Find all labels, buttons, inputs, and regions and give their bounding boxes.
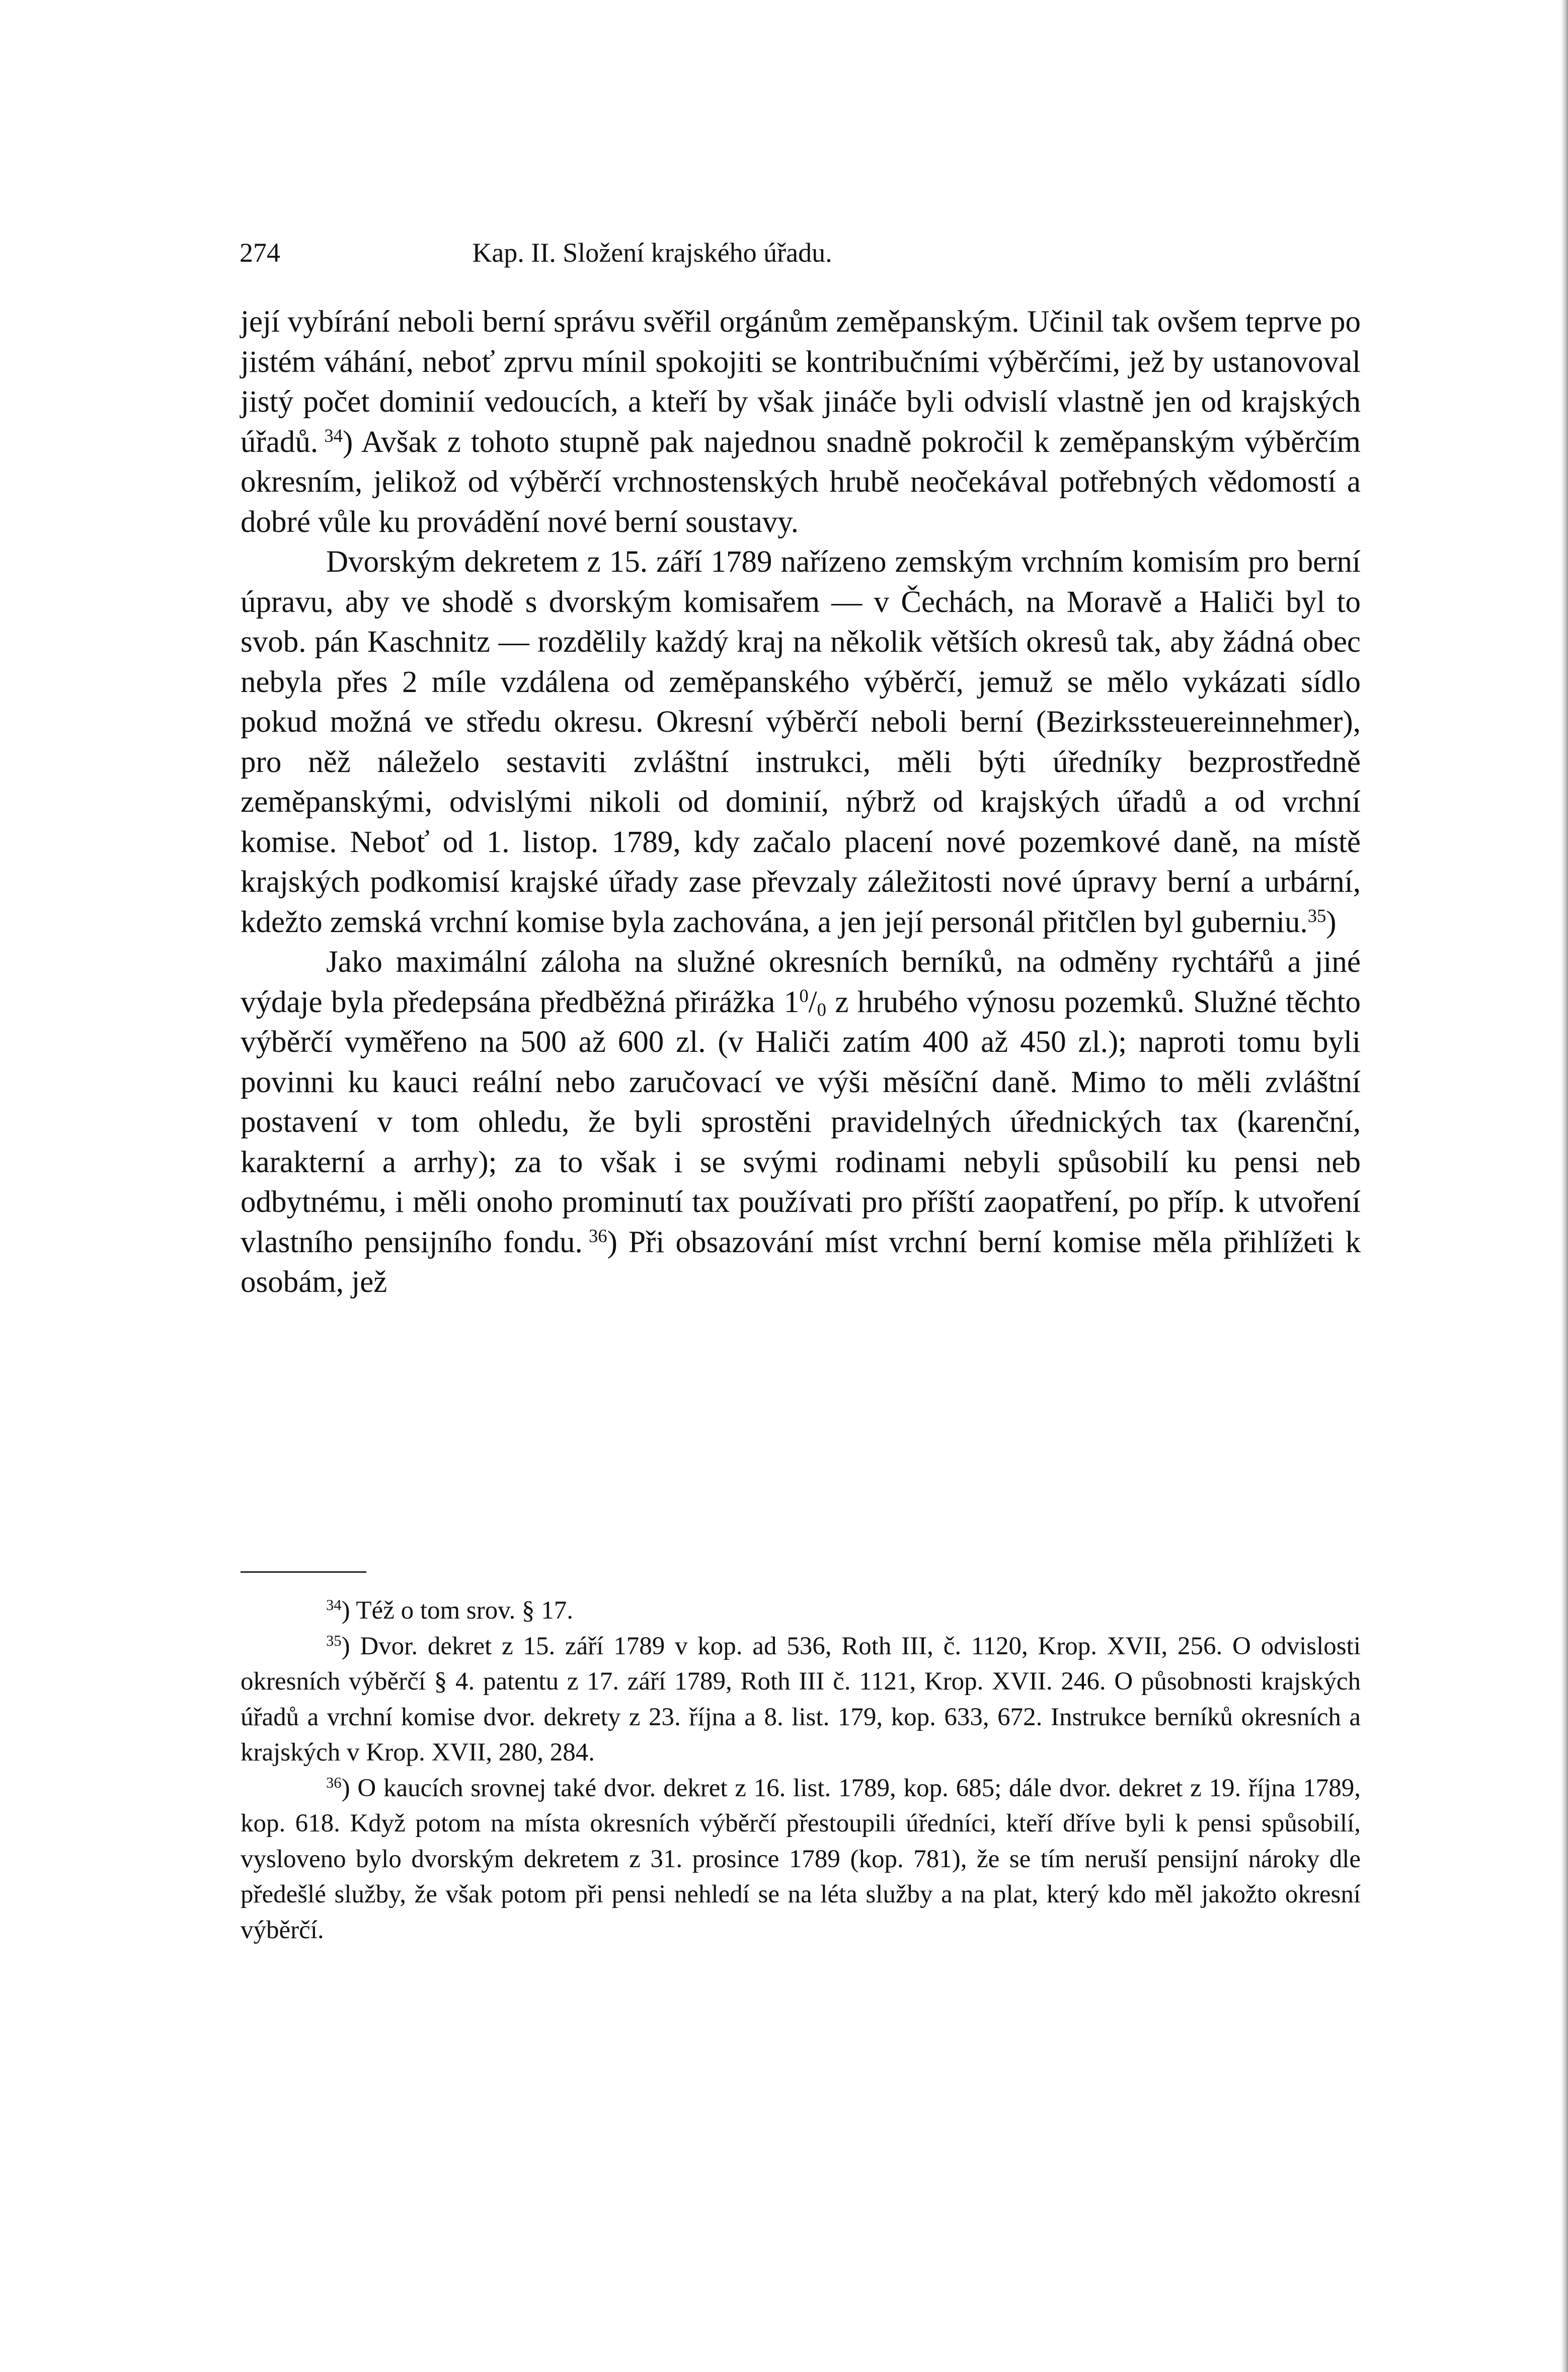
footnote-35-text: ) Dvor. dekret z 15. září 1789 v kop. ad 536, Roth III, č. 1120, Krop. XVII, 256. O odvislosti okresních výběrčí § 4. patentu z 17. září 1789, Roth III č. 1121, Krop. XVII. 246. O působnosti krajských úřadů a vrchní komise dvor. dekrety z 23. října a 8. list. 179, kop. 633, 672. Instrukce berníků okresních a krajských v Krop. XVII, 280, 284.	[241, 1632, 1361, 1767]
paragraph-3	[241, 942, 1361, 1303]
footnote-mark-36: 36	[326, 1774, 342, 1791]
paragraph-3-text-a: Jako maximální záloha na služné okresních berníků, na odměny rychtářů a jiné výdaje byla předepsána předběžná přirážka 1	[241, 945, 1361, 1019]
scan-edge-shadow	[1561, 0, 1568, 2372]
footnote-34	[241, 1593, 1361, 1629]
footnote-mark-35: 35	[326, 1632, 342, 1649]
chapter-title: Kap. II. Složení krajského úřadu.	[472, 238, 832, 268]
footnote-35	[241, 1629, 1361, 1771]
paragraph-1	[241, 302, 1361, 542]
paragraph-2-text-a: Dvorským dekretem z 15. září 1789 nařízeno zemským vrchním komisím pro berní úpravu, aby ve shodě s dvorským komisařem — v Čechách, na Moravě a Haliči byl to svob. pán Kaschnitz — rozdělily každý kraj na několik větších okresů tak, aby žádná obec nebyla přes 2 míle vzdálena od zeměpanského výběrčí, jemuž se mělo vykázati sídlo pokud možná ve středu okresu. Okresní výběrčí neboli berní (Bezirkssteuereinnehmer), pro něž náleželo sestaviti zvláštní instrukci, měli býti úředníky bezprostředně zeměpanskými, odvislými nikoli od dominií, nýbrž od krajských úřadů a od vrchní komise. Neboť od 1. listop. 1789, kdy začalo placení nové pozemkové daně, na místě krajských podkomisí krajské úřady zase převzaly záležitosti nové úpravy berní a urbární, kdežto zemská vrchní komise byla zachována, a jen její personál přitčlen byl guberniu.	[241, 545, 1361, 939]
footnote-34-text: ) Též o tom srov. § 17.	[341, 1596, 573, 1625]
page-number: 274	[240, 238, 280, 268]
footnote-divider	[241, 1571, 366, 1573]
paragraph-3-text-b: z hrubého výnosu pozemků. Služné těchto výběrčí vyměřeno na 500 až 600 zl. (v Haliči zatím 400 až 450 zl.); naproti tomu byli povinni ku kauci reální nebo zaručovací ve výši měsíční daně. Mimo to měli zvláštní postavení v tom ohledu, že byli sprostěni pravidelných úřednických tax (karenční, karakterní a arrhy); za to však i se svými rodinami nebyli spůsobilí ku pensi neb odbytnému, i měli onoho prominutí tax používati pro příští zaopatření, po příp. k utvoření vlastního pensijního fondu.	[241, 985, 1361, 1259]
paragraph-2	[241, 542, 1361, 942]
running-head	[240, 233, 1362, 273]
paragraph-2-text-b: )	[1326, 905, 1337, 939]
paragraph-1-text-a: její vybírání neboli berní správu svěřil orgánům zeměpanským. Učinil tak ovšem teprve po jistém váhání, neboť zprvu mínil spokojiti se kontribučními výběrčími, jež by ustanovoval jistý počet dominií vedoucích, a kteří by však jináče byli odvislí vlastně jen od krajských úřadů.	[241, 305, 1361, 459]
footnote-36	[241, 1771, 1361, 1948]
percent-sub: 0	[817, 999, 826, 1020]
footnote-ref-34: 34	[324, 425, 343, 446]
footnote-ref-35: 35	[1307, 905, 1326, 926]
footnote-ref-36: 36	[589, 1225, 607, 1246]
paragraph-1-text-b: ) Avšak z tohoto stupně pak najednou snadně pokročil k zeměpanským výběrčím okresním, jelikož od výběrčí vrchnostenských hrubě neočekával potřebných vědomostí a dobré vůle ku provádění nové berní soustavy.	[241, 425, 1361, 539]
footnote-mark-34: 34	[326, 1596, 342, 1614]
footnotes	[241, 1593, 1361, 1948]
percent-slash: /	[808, 985, 817, 1019]
main-text	[241, 302, 1361, 1303]
footnote-36-text: ) O kaucích srovnej také dvor. dekret z 16. list. 1789, kop. 685; dále dvor. dekret z 19. října 1789, kop. 618. Když potom na místa okresních výběrčí přestoupili úředníci, kteří dříve byli k pensi spůsobilí, vysloveno bylo dvorským dekretem z 31. prosince 1789 (kop. 781), že se tím neruší pensijní nároky dle předešlé služby, že však potom při pensi nehledí se na léta služby a na plat, který kdo měl jakožto okresní výběrčí.	[241, 1774, 1361, 1944]
percent-sup: 0	[799, 985, 809, 1006]
paragraph-3-text-c: ) Při obsazování míst vrchní berní komise měla přihlížeti k osobám, jež	[241, 1225, 1361, 1299]
